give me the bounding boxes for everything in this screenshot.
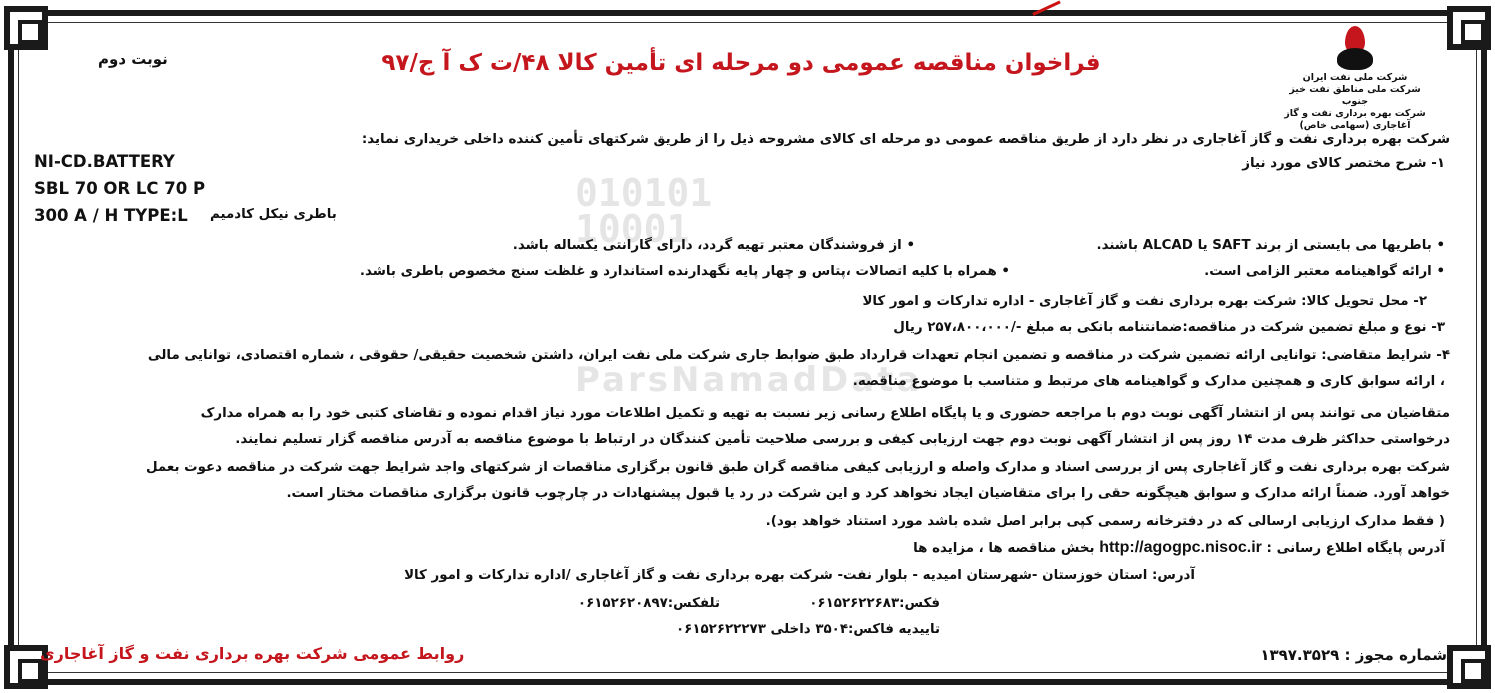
corner-ornament-top-left — [4, 6, 48, 50]
product-description-fa: باطری نیکل کادمیم — [210, 207, 337, 222]
permit-number: شماره مجوز : ۱۳۹۷.۳۵۲۹ — [1260, 646, 1447, 664]
bullet-certificate: • ارائه گواهینامه معتبر الزامی است. — [1204, 264, 1445, 279]
website-label: آدرس پایگاه اطلاع رسانی : — [1266, 541, 1445, 556]
confirm-fax-number: تاییدیه فاکس:۳۵۰۴ داخلی ۰۶۱۵۲۶۲۲۲۷۳ — [675, 622, 940, 637]
phone-number: تلفکس:۰۶۱۵۲۶۲۰۸۹۷ — [577, 596, 720, 611]
website-row — [913, 539, 1445, 557]
bullet-warranty: • از فروشندگان معتبر تهیه گردد، دارای گارانتی یکساله باشد. — [512, 238, 915, 253]
product-code-line-3: 300 A / H TYPE:L — [34, 206, 188, 225]
watermark-brand: ParsNamadData — [575, 360, 923, 400]
note-certified-copies: ( فقط مدارک ارزیابی ارسالی که در دفترخانه رسمی کپی برابر اصل شده باشد مورد استناد خواهد بود). — [765, 514, 1445, 529]
item1-heading: ۱- شرح مختصر کالای مورد نیاز — [1242, 156, 1445, 171]
product-code-line-1: NI-CD.BATTERY — [34, 152, 175, 171]
oil-drop-icon — [1337, 48, 1373, 70]
item3-guarantee: ۳- نوع و مبلغ تضمین شرکت در مناقصه:ضمانتنامه بانکی به مبلغ -/۲۵۷،۸۰۰،۰۰۰ ریال — [893, 320, 1445, 335]
item4-line-1: ۴- شرایط متقاضی: توانایی ارائه تضمین شرکت در مناقصه و تضمین انجام تعهدات قرارداد طبق ضوابط جاری شرکت ملی نفت ایران، داشتن شخصیت حقیقی/ حقوقی ، شماره اقتصادی، توانایی مالی — [147, 348, 1450, 363]
intro-paragraph: شرکت بهره برداری نفت و گاز آغاجاری در نظر دارد از طریق مناقصه عمومی دو مرحله ای کالای مشروحه ذیل را از طریق شرکتهای تأمین کننده داخلی خریداری نماید: — [361, 132, 1450, 147]
public-relations-signature: روابط عمومی شرکت بهره برداری نفت و گاز آغاجاری — [40, 644, 465, 663]
logo-line-1: شرکت ملی نفت ایران — [1302, 72, 1408, 83]
corner-ornament-top-right — [1447, 6, 1491, 50]
website-link[interactable]: http://agogpc.nisoc.ir — [1099, 539, 1262, 556]
bullet-brand: • باطریها می بایستی از برند SAFT یا ALCAD باشند. — [1096, 238, 1445, 253]
para2-line-1: شرکت بهره برداری نفت و گاز آغاجاری پس از بررسی اسناد و مدارک واصله و ارزیابی کیفی مناقصه گران طبق قانون برگزاری مناقصات از شرکتهای واجد شرایط جهت شرکت در مناقصه دعوت بعمل — [145, 460, 1450, 475]
item4-line-2: ، ارائه سوابق کاری و همچنین مدارک و گواهینامه های مرتبط و متناسب با موضوع مناقصه. — [852, 374, 1445, 389]
page-title: فراخوان مناقصه عمومی دو مرحله ای تأمین کالا ۴۸/ت ک آ ج/۹۷ — [381, 50, 1101, 76]
corner-ornament-bottom-right — [1447, 645, 1491, 689]
postal-address: آدرس: استان خوزستان -شهرستان امیدیه - بلوار نفت- شرکت بهره برداری نفت و گاز آغاجاری /اداره تدارکات و امور کالا — [404, 568, 1195, 583]
product-code-line-2: SBL 70 OR LC 70 P — [34, 179, 206, 198]
para1-line-1: متقاضیان می توانند پس از انتشار آگهی نوبت دوم با مراجعه حضوری و یا پایگاه اطلاع رسانی زیر نسبت به تهیه و تکمیل اطلاعات مورد نیاز اقدام نموده و تقاضای کتبی خود را به همراه مدارک — [200, 406, 1450, 421]
item2-delivery: ۲- محل تحویل کالا: شرکت بهره برداری نفت و گاز آغاجاری - اداره تدارکات و امور کالا — [862, 294, 1427, 309]
fax-number: فکس:۰۶۱۵۲۶۲۲۶۸۳ — [809, 596, 940, 611]
logo-line-2: شرکت ملی مناطق نفت خیز جنوب — [1289, 84, 1421, 107]
nioc-emblem-icon — [1329, 26, 1381, 70]
bullet-accessories: • همراه با کلیه اتصالات ،پتاس و چهار پایه نگهدارنده استاندارد و غلظت سنج مخصوص باطری باشد. — [359, 264, 1010, 279]
watermark-digits — [575, 171, 713, 251]
round-label: نوبت دوم — [98, 50, 168, 68]
para1-line-2: درخواستی حداکثر ظرف مدت ۱۴ روز پس از انتشار آگهی نوبت دوم جهت ارزیابی کیفی و بررسی صلاحیت تأمین کنندگان در ارتباط با موضوع مناقصه به آدرس مناقصه گزار تسلیم نمایند. — [235, 432, 1450, 447]
para2-line-2: خواهد آورد. ضمناً ارائه مدارک و سوابق هیچگونه حقی را برای متقاضیان ایجاد نخواهد کرد و این شرکت در رد یا قبول پیشنهادات در چارچوب قانون برگزاری مناقصات مختار است. — [286, 486, 1450, 501]
watermark-digits-line-2: 10001 — [575, 207, 690, 251]
company-logo-block — [1275, 26, 1435, 132]
logo-line-3: شرکت بهره برداری نفت و گاز آغاجاری (سهامی خاص) — [1284, 108, 1426, 131]
watermark-digits-line-1: 010101 — [575, 171, 713, 215]
website-section: بخش مناقصه ها ، مزایده ها — [913, 541, 1095, 556]
